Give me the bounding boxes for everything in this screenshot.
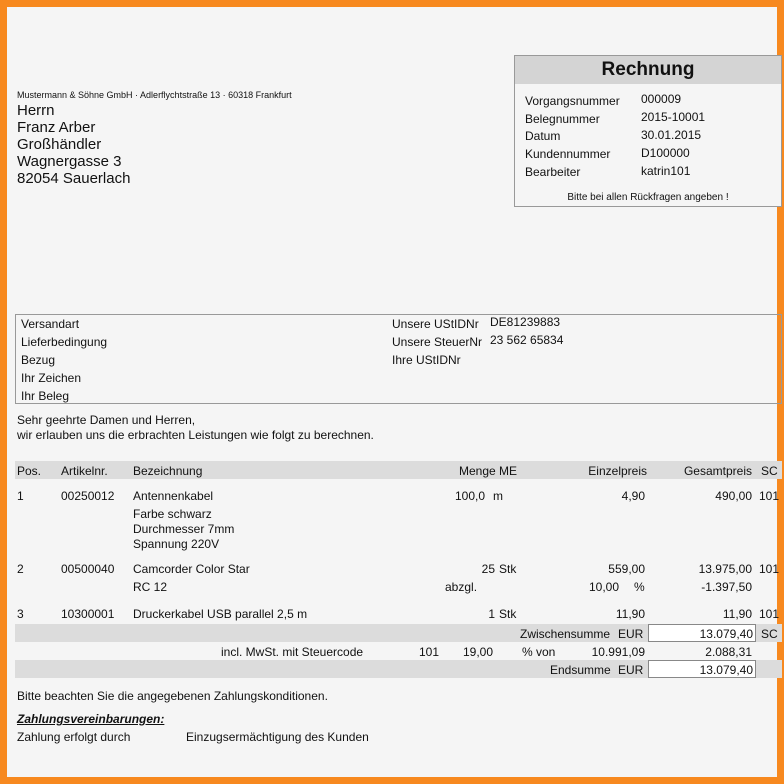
payment-label: Zahlung erfolgt durch bbox=[17, 730, 131, 744]
subtotal-label: Zwischensumme bbox=[520, 627, 611, 641]
info-right-label: Unsere UStIDNr bbox=[392, 317, 479, 331]
field-label: Datum bbox=[525, 129, 561, 143]
discount-value: 10,00 bbox=[588, 580, 619, 594]
col-unit-header: Einzelpreis bbox=[588, 464, 647, 478]
field-value: 30.01.2015 bbox=[641, 128, 702, 142]
col-sc-header: SC bbox=[761, 464, 778, 478]
total-value: 13.079,40 bbox=[699, 663, 753, 677]
field-value: D100000 bbox=[641, 146, 690, 160]
recipient-line-1: Herrn bbox=[17, 102, 55, 119]
item-desc: RC 12 bbox=[133, 580, 168, 594]
item-sc: 101 bbox=[759, 562, 780, 576]
invoice-box-note: Bitte bei allen Rückfragen angeben ! bbox=[567, 192, 729, 203]
subtotal-sc: SC bbox=[761, 627, 778, 641]
item-art: 10300001 bbox=[61, 607, 115, 621]
col-art-header: Artikelnr. bbox=[61, 464, 108, 478]
item-me: m bbox=[493, 489, 503, 503]
recipient-line-5: 82054 Sauerlach bbox=[17, 170, 131, 187]
item-desc: Durchmesser 7mm bbox=[133, 522, 235, 536]
item-unit: 559,00 bbox=[608, 562, 645, 576]
vat-amount: 2.088,31 bbox=[705, 645, 752, 659]
item-me: Stk bbox=[499, 607, 517, 621]
item-pos: 1 bbox=[17, 489, 24, 503]
item-pos: 3 bbox=[17, 607, 24, 621]
col-pos-header: Pos. bbox=[17, 464, 42, 478]
col-desc-header: Bezeichnung bbox=[133, 464, 203, 478]
item-unit: 4,90 bbox=[621, 489, 645, 503]
item-qty: 1 bbox=[488, 607, 495, 621]
discount-label: abzgl. bbox=[445, 580, 478, 594]
item-total: 13.975,00 bbox=[698, 562, 752, 576]
field-value: katrin101 bbox=[641, 164, 691, 178]
info-left-label: Ihr Zeichen bbox=[21, 371, 82, 385]
vat-label: incl. MwSt. mit Steuercode bbox=[221, 645, 364, 659]
vat-rate: 19,00 bbox=[463, 645, 494, 659]
greeting-line-1: Sehr geehrte Damen und Herren, bbox=[17, 413, 196, 427]
item-total: 11,90 bbox=[722, 607, 752, 621]
info-right-label: Unsere SteuerNr bbox=[392, 335, 483, 349]
info-left-label: Versandart bbox=[21, 317, 80, 331]
item-pos: 2 bbox=[17, 562, 24, 576]
info-left-label: Lieferbedingung bbox=[21, 335, 108, 349]
field-value: 2015-10001 bbox=[641, 110, 706, 124]
subtotal-currency: EUR bbox=[618, 627, 644, 641]
col-total-header: Gesamtpreis bbox=[683, 464, 752, 478]
item-desc: Antennenkabel bbox=[133, 489, 214, 503]
item-me: Stk bbox=[499, 562, 517, 576]
discount-total: -1.397,50 bbox=[701, 580, 752, 594]
item-sc: 101 bbox=[759, 607, 780, 621]
vat-code: 101 bbox=[419, 645, 440, 659]
item-desc: Farbe schwarz bbox=[133, 507, 212, 521]
greeting-line-2: wir erlauben uns die erbrachten Leistungen wie folgt zu berechnen. bbox=[17, 428, 374, 442]
subtotal-value-box bbox=[648, 624, 756, 642]
item-art: 00500040 bbox=[61, 562, 115, 576]
info-left-label: Ihr Beleg bbox=[21, 389, 70, 403]
item-desc: Druckerkabel USB parallel 2,5 m bbox=[133, 607, 308, 621]
info-right-label: Ihre UStIDNr bbox=[392, 353, 461, 367]
vat-pct-label: % von bbox=[522, 645, 556, 659]
field-value: 000009 bbox=[641, 92, 682, 106]
total-value-box bbox=[648, 660, 756, 678]
discount-pct: % bbox=[634, 580, 645, 594]
recipient-line-4: Wagnergasse 3 bbox=[17, 153, 122, 170]
col-qty-header: Menge ME bbox=[459, 464, 518, 478]
info-right-value: DE81239883 bbox=[490, 315, 561, 329]
invoice-title: Rechnung bbox=[515, 56, 781, 84]
item-desc: Spannung 220V bbox=[133, 537, 220, 551]
item-qty: 25 bbox=[481, 562, 495, 576]
recipient-line-3: Großhändler bbox=[17, 136, 102, 153]
field-label: Belegnummer bbox=[525, 112, 600, 126]
item-art: 00250012 bbox=[61, 489, 115, 503]
info-left-label: Bezug bbox=[21, 353, 56, 367]
item-qty: 100,0 bbox=[454, 489, 485, 503]
vat-base: 10.991,09 bbox=[591, 645, 645, 659]
invoice-header-box bbox=[514, 55, 782, 207]
item-sc: 101 bbox=[759, 489, 780, 503]
recipient-line-2: Franz Arber bbox=[17, 119, 96, 136]
item-desc: Camcorder Color Star bbox=[133, 562, 250, 576]
total-currency: EUR bbox=[618, 663, 644, 677]
payment-value: Einzugsermächtigung des Kunden bbox=[186, 730, 369, 744]
subtotal-value: 13.079,40 bbox=[699, 627, 753, 641]
payment-title: Zahlungsvereinbarungen: bbox=[17, 712, 165, 726]
item-unit: 11,90 bbox=[615, 607, 645, 621]
field-label: Vorgangsnummer bbox=[525, 94, 620, 108]
info-box bbox=[15, 314, 782, 404]
total-label: Endsumme bbox=[550, 663, 611, 677]
field-label: Kundennummer bbox=[525, 147, 611, 161]
field-label: Bearbeiter bbox=[525, 165, 581, 179]
info-right-value: 23 562 65834 bbox=[490, 333, 564, 347]
item-total: 490,00 bbox=[715, 489, 752, 503]
sender-line: Mustermann & Söhne GmbH · Adlerflychtstraße 13 · 60318 Frankfurt bbox=[17, 90, 292, 100]
payment-note: Bitte beachten Sie die angegebenen Zahlungskonditionen. bbox=[17, 689, 328, 703]
